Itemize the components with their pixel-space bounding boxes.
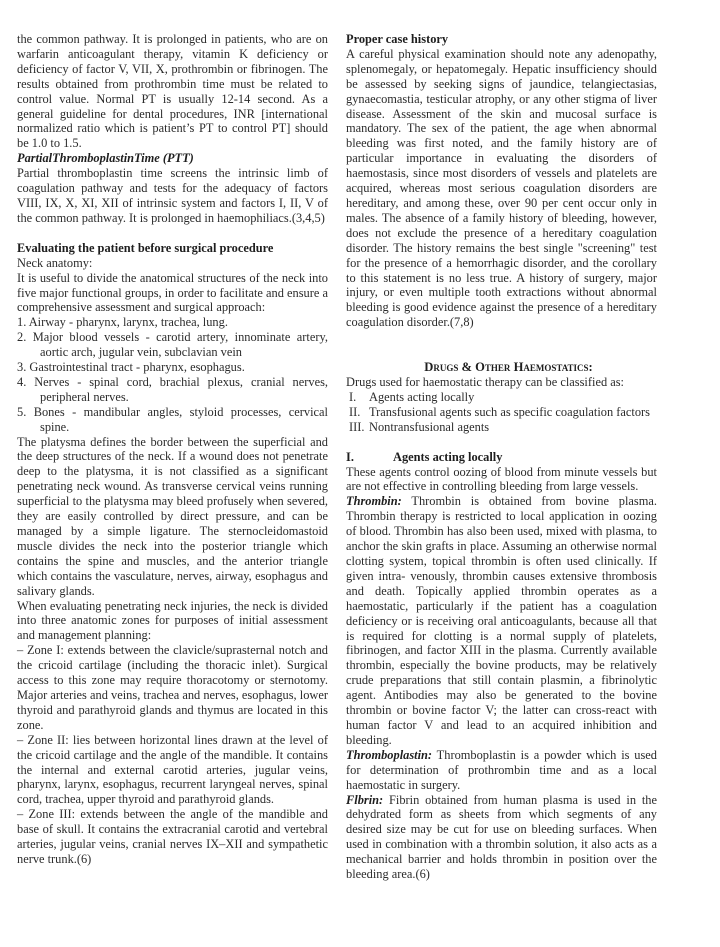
zone-1: – Zone I: extends between the clavicle/suprasternal notch and the cricoid cartilage (including the thoracic inlet). Surgical access to this zone may require thoracotomy or sternotomy. Major arteries and veins, trachea and nerves, esophagus, lower thyroid and parathyroid glands and thymus are located in this zone. <box>17 643 328 732</box>
list-numeral: I. <box>349 389 357 404</box>
zone-3: – Zone III: extends between the angle of the mandible and base of skull. It contains the extracranial carotid and vertebral arteries, jugular veins, cranial nerves IX–XII and sympathetic nerve trunk.(6) <box>17 807 328 866</box>
list-text: Agents acting locally <box>369 389 475 404</box>
functional-groups-list <box>17 315 328 434</box>
list-item: 1. Airway - pharynx, larynx, trachea, lung. <box>17 315 228 330</box>
spacer <box>17 226 328 241</box>
list-text: Transfusional agents such as specific coagulation factors <box>369 404 651 419</box>
list-numeral: II. <box>349 404 361 419</box>
left-column <box>17 32 328 867</box>
fibrin-text: Fibrin obtained from human plasma is used in the dehydrated form as sheets from which segments of any desired size may be cut for use on bleeding surfaces. When used in combination with a thrombin solution, it also acts as a mechanical barrier and holds thrombin in position over the bleeding area.(6) <box>346 792 657 882</box>
neck-anatomy-label: Neck anatomy: <box>17 255 93 270</box>
thromboplastin-term: Thromboplastin: <box>346 747 433 762</box>
evaluating-heading: Evaluating the patient before surgical procedure <box>17 240 274 255</box>
pt-paragraph: the common pathway. It is prolonged in patients, who are on warfarin anticoagulant therapy, vitamin K deficiency or deficiency of factor V, VII, X, prothrombin or fibrinogen. The results obtained from prothrombin time must be related to control value. Normal PT is usually 12-14 second. As a general guideline for dental procedures, INR [international normalized ratio which is patient’s PT to control PT] should be 1.0 to 1.5. <box>17 32 328 151</box>
list-numeral: III. <box>349 419 365 434</box>
thromboplastin-paragraph <box>346 748 657 793</box>
agents-heading <box>346 450 657 465</box>
thromboplastin-text: Thromboplastin is a powder which is used for determination of prothrombin time and as a local haemostatic in surgery. <box>346 747 657 792</box>
list-item: 5. Bones - mandibular angles, styloid processes, cervical spine. <box>17 404 328 434</box>
thrombin-term: Thrombin: <box>346 494 402 509</box>
thrombin-text: Thrombin is obtained from bovine plasma. Thrombin therapy is restricted to local application in oozing of blood. Thrombin has also been used, mixed with plasma, to anchor the skin grafts in place. Assuming an otherwise normal clotting system, topical thrombin is often used clinically. If given intra- venously, thrombin causes extensive thrombosis and death. Topically applied thrombin operates as a haemostatic, particularly if the patient has a coagulation deficiency or is receiving oral anticoagulants, because all that is required for clotting is a normal supply of platelets, fibrinogen, and factor XIII in the plasma. Currently available thrombin, especially the bovine products, may be relatively crude preparations that still contain plasmin, a fibrinolytic agent. Antibodies may also be generated to the bovine thrombin or bovine factor V; the latter can cross-react with human factor V and lead to an acquired inhibition and bleeding. <box>346 494 657 747</box>
list-item: 4. Nerves - spinal cord, brachial plexus, cranial nerves, peripheral nerves. <box>17 374 328 404</box>
ptt-heading: PartialThromboplastinTime (PTT) <box>17 151 194 166</box>
list-item: 2. Major blood vessels - carotid artery, innominate artery, aortic arch, jugular vein, subclavian vein <box>17 330 328 360</box>
spacer <box>346 435 657 450</box>
neck-intro: It is useful to divide the anatomical structures of the neck into five major functional groups, in order to facilitate and ensure a comprehensive assessment and surgical approach: <box>17 270 328 315</box>
zones-intro: When evaluating penetrating neck injuries, the neck is divided into three anatomic zones for purposes of initial assessment and management planning: <box>17 598 328 643</box>
right-column <box>346 32 657 882</box>
list-item <box>346 390 657 405</box>
list-text: Nontransfusional agents <box>369 419 490 434</box>
case-history-paragraph: A careful physical examination should note any adenopathy, splenomegaly, or hepatomegaly. Hepatic insufficiency should be assessed by seeking signs of jaundice, telangiectasias, gynaecomastia, testicular atrophy, or any other stigma of liver disease. Assessment of the skin and mucosal surface is mandatory. The sex of the patient, the age when abnormal bleeding was first noted, and the family history are of particular importance in evaluating the disorders of haemostasis, since most disorders of vessels and platelets are acquired, whereas most serious coagulation disorders are hereditary, and among these, over 90 per cent occur only in males. The absence of a family history of bleeding, however, does not exclude the presence of a hereditary coagulation disorder. The history remains the best single "screening" test for the presence of a hemorrhagic disorder, and the corollary to this statement is no less true. A history of surgery, major injury, or even multiple tooth extractions without abnormal bleeding is good evidence against the presence of a hereditary coagulation disorder.(7,8) <box>346 46 657 330</box>
drugs-heading: Drugs & Other Haemostatics: <box>424 360 593 375</box>
list-item <box>346 420 657 435</box>
case-history-heading: Proper case history <box>346 32 449 46</box>
agents-intro: These agents control oozing of blood from minute vessels but are not effective in controlling bleeding from large vessels. <box>346 464 657 494</box>
thrombin-paragraph <box>346 494 657 747</box>
spacer <box>346 330 657 360</box>
agents-heading-text: Agents acting locally <box>393 449 503 464</box>
zone-2: – Zone II: lies between horizontal lines drawn at the level of the cricoid cartilage and the angle of the mandible. It contains the internal and external carotid arteries, jugular veins, pharynx, larynx, esophagus, recurrent laryngeal nerves, spinal cord, trachea, upper thyroid and parathyroid glands. <box>17 732 328 807</box>
agents-heading-numeral: I. <box>346 449 354 464</box>
fibrin-paragraph <box>346 793 657 882</box>
drugs-intro: Drugs used for haemostatic therapy can be classified as: <box>346 375 625 390</box>
list-item <box>346 405 657 420</box>
ptt-paragraph: Partial thromboplastin time screens the intrinsic limb of coagulation pathway and tests for the adequacy of factors VIII, IX, X, XI, XII of intrinsic system and factors I, II, V of the common pathway. It is prolonged in haemophiliacs.(3,4,5) <box>17 166 328 225</box>
drug-classes-list <box>346 390 657 435</box>
list-item: 3. Gastrointestinal tract - pharynx, esophagus. <box>17 360 245 375</box>
platysma-paragraph: The platysma defines the border between the superficial and the deep structures of the neck. If a wound does not penetrate deep to the platysma, it is not classified as a significant penetrating neck wound. As transverse cervical veins running superficial to the platysma may bleed profusely when severed, they are easily controlled by direct pressure, and can be managed by a simple ligature. The sternocleidomastoid muscle divides the neck into the posterior triangle which contains the spine and muscles, and the anterior triangle which contains the vasculature, nerves, airway, esophagus and salivary glands. <box>17 434 328 598</box>
fibrin-term: Flbrin: <box>346 792 384 807</box>
